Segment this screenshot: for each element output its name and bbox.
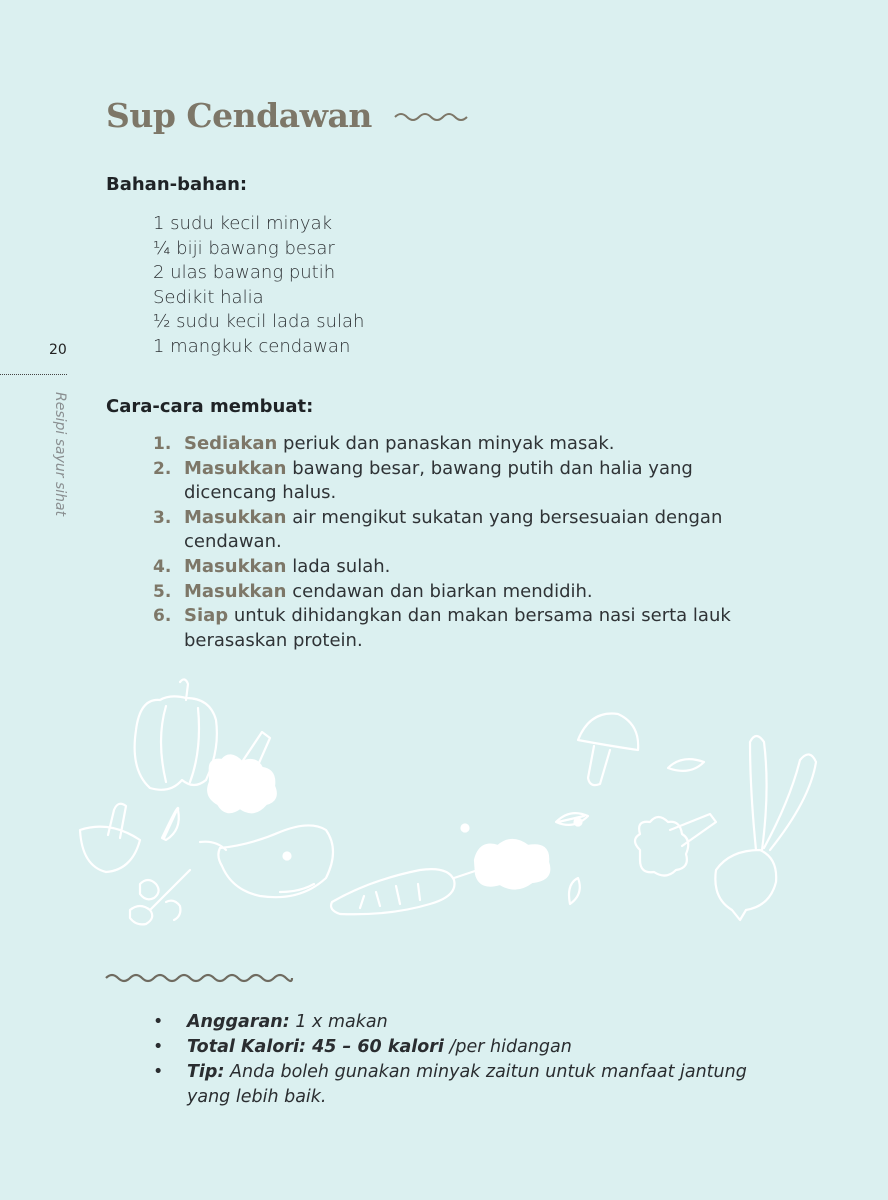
step-number: 3. xyxy=(153,507,172,528)
step-number: 2. xyxy=(153,458,172,479)
wave-ornament-icon xyxy=(394,111,468,123)
ingredient-item: 2 ulas bawang putih xyxy=(153,262,336,284)
note-label: Anggaran: xyxy=(187,1012,290,1032)
side-label: Resipi sayur sihat xyxy=(52,392,68,517)
step-item xyxy=(153,555,773,580)
note-strong: 45 – 60 kalori xyxy=(306,1037,444,1057)
note-text xyxy=(187,1035,572,1060)
note-value: Anda boleh gunakan minyak zaitun untuk manfaat jantung yang lebih baik. xyxy=(187,1062,747,1107)
step-number: 1. xyxy=(153,434,172,454)
step-verb: Masukkan xyxy=(184,555,287,577)
note-label: Tip: xyxy=(187,1062,225,1082)
recipe-title: Sup Cendawan xyxy=(106,96,372,135)
step-verb: Siap xyxy=(184,605,229,627)
carrot-icon xyxy=(331,840,549,914)
step-verb: Sediakan xyxy=(184,433,278,454)
step-item xyxy=(153,580,773,605)
bullet: • xyxy=(153,1037,164,1057)
step-verb: Masukkan xyxy=(184,506,287,528)
note-item xyxy=(150,1035,790,1060)
ingredient-item: 1 sudu kecil minyak xyxy=(153,213,333,234)
step-text xyxy=(184,580,593,605)
note-text xyxy=(187,1060,790,1110)
step-body: bawang besar, bawang putih dan halia yang dicencang halus. xyxy=(184,457,693,504)
note-value: /per hidangan xyxy=(443,1037,572,1057)
leaf-icon xyxy=(162,808,179,840)
ingredients-heading: Bahan-bahan: xyxy=(106,174,248,195)
title-row xyxy=(106,96,468,135)
broccoli-icon xyxy=(208,732,276,812)
note-text xyxy=(187,1010,388,1035)
step-text xyxy=(184,506,773,555)
step-body: untuk dihidangkan dan makan bersama nasi serta lauk berasaskan protein. xyxy=(184,605,731,651)
note-item xyxy=(150,1060,790,1110)
note-label: Total Kalori: xyxy=(187,1037,306,1057)
dot-decoration xyxy=(462,825,469,832)
steps-heading: Cara-cara membuat: xyxy=(106,396,314,417)
dotted-divider xyxy=(0,374,67,375)
step-number: 4. xyxy=(153,556,172,577)
bell-pepper-icon xyxy=(135,679,217,789)
step-item xyxy=(153,432,773,457)
note-value: 1 x makan xyxy=(289,1012,388,1032)
step-number: 6. xyxy=(153,606,172,627)
leaf-icon xyxy=(569,878,580,904)
eggplant-icon xyxy=(200,825,333,897)
step-text xyxy=(184,555,390,580)
step-text xyxy=(184,604,773,653)
wave-divider-icon xyxy=(104,972,294,984)
page-number: 20 xyxy=(49,342,67,358)
ingredient-item: 1 mangkuk cendawan xyxy=(153,335,351,357)
step-verb: Masukkan xyxy=(184,457,287,479)
step-item xyxy=(153,457,773,506)
ingredient-item: ¼ biji bawang besar xyxy=(153,237,335,259)
step-number: 5. xyxy=(153,581,172,602)
steps-list xyxy=(153,432,773,653)
mushroom-icon xyxy=(80,804,140,872)
bullet: • xyxy=(153,1012,164,1032)
step-text xyxy=(184,457,773,506)
step-body: lada sulah. xyxy=(286,555,391,577)
ingredient-item: Sedikit halia xyxy=(153,286,264,308)
notes-list xyxy=(150,1010,790,1110)
leaf-icon xyxy=(556,813,588,825)
step-verb: Masukkan xyxy=(184,580,287,602)
ingredient-item: ½ sudu kecil lada sulah xyxy=(153,311,365,333)
bullet: • xyxy=(153,1062,164,1082)
step-item xyxy=(153,506,773,555)
ingredients-list xyxy=(153,212,364,360)
radish-icon xyxy=(715,736,816,920)
parsley-icon xyxy=(130,870,190,924)
broccoli-icon xyxy=(635,814,716,876)
vegetables-illustration xyxy=(70,670,830,940)
dot-decoration xyxy=(284,853,291,860)
step-item xyxy=(153,604,773,653)
leaf-icon xyxy=(668,759,704,771)
step-body: periuk dan panaskan minyak masak. xyxy=(277,433,615,454)
step-body: air mengikut sukatan yang bersesuaian dengan cendawan. xyxy=(184,506,723,553)
mushroom-icon xyxy=(578,714,638,786)
step-body: cendawan dan biarkan mendidih. xyxy=(286,580,593,602)
step-text xyxy=(184,432,615,457)
note-item xyxy=(150,1010,790,1035)
